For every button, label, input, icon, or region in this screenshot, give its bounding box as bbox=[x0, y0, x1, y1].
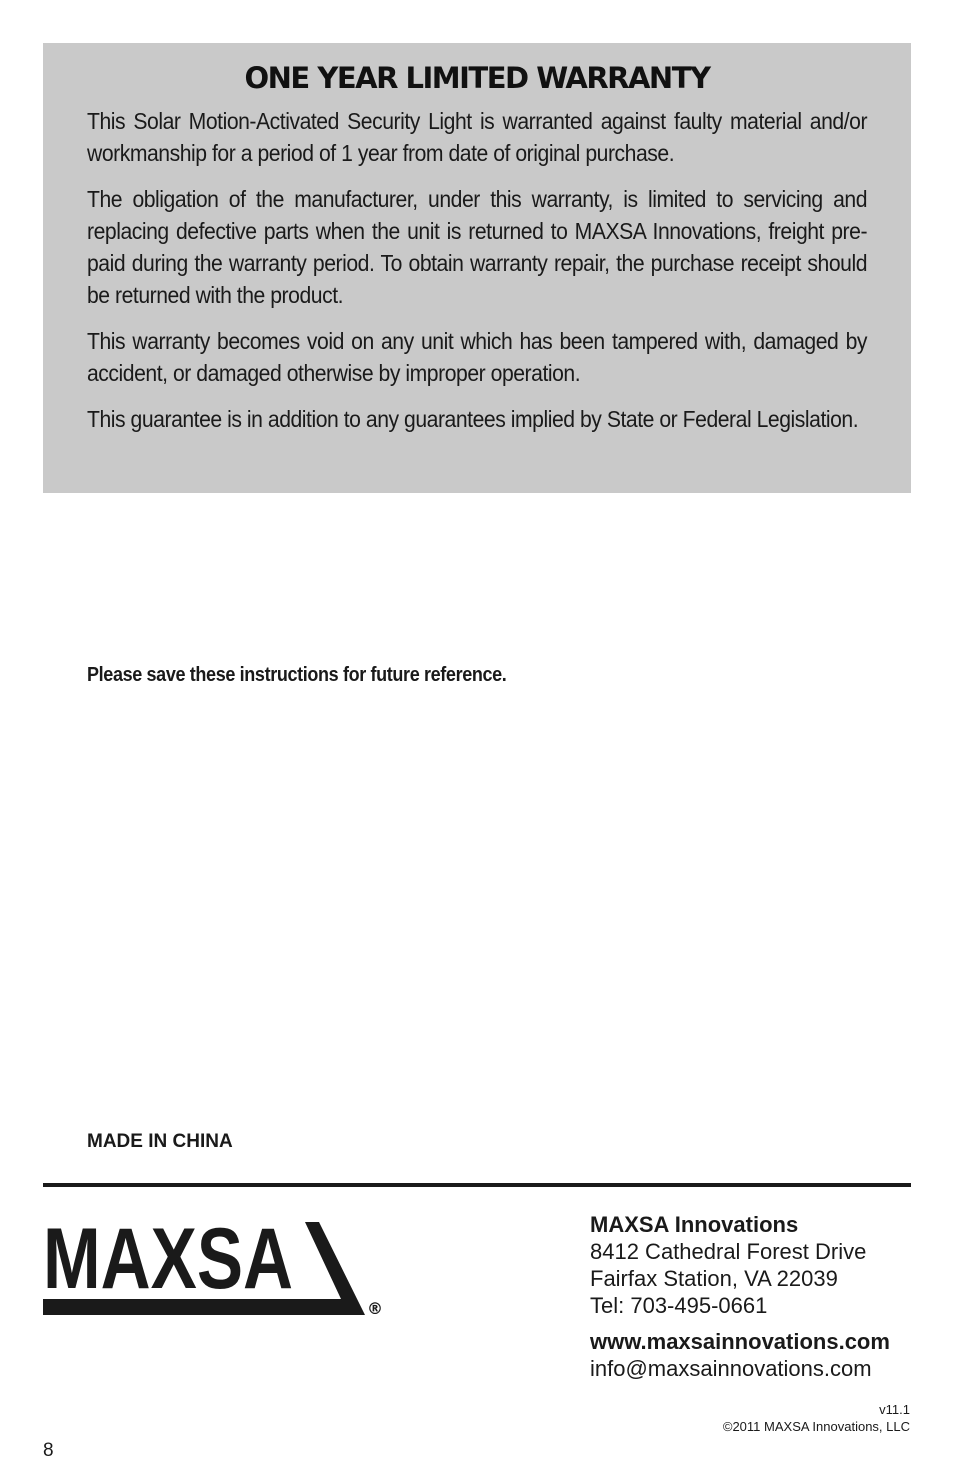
website-link[interactable]: www.maxsainnovations.com bbox=[590, 1329, 890, 1354]
page-number: 8 bbox=[43, 1440, 54, 1461]
warranty-paragraph-obligation: The obligation of the manufacturer, under this warranty, is limited to servicing and replacing defective parts when the unit is returned to MAXSA Innovations, freight pre-paid during the warranty period. To obtain warranty repair, the purchase receipt should be returned with the product. bbox=[87, 186, 868, 308]
made-in-label: MADE IN CHINA bbox=[87, 1131, 233, 1152]
warranty-paragraph-coverage: This Solar Motion-Activated Security Light is warranted against faulty material and/or workmanship for a period of 1 year from date of original purchase. bbox=[87, 108, 868, 166]
email-link[interactable]: info@maxsainnovations.com bbox=[590, 1356, 872, 1381]
warranty-paragraph-void: This warranty becomes void on any unit which has been tampered with, damaged by accident, or damaged otherwise by improper operation. bbox=[87, 328, 868, 386]
phone-number: Tel: 703-495-0661 bbox=[590, 1293, 768, 1318]
save-instructions-note: Please save these instructions for future reference. bbox=[87, 664, 507, 686]
company-name: MAXSA Innovations bbox=[590, 1212, 799, 1237]
maxsa-logo bbox=[43, 1218, 388, 1320]
copyright-label: ©2011 MAXSA Innovations, LLC bbox=[722, 1419, 910, 1434]
registered-mark: ® bbox=[367, 1299, 383, 1318]
contact-block bbox=[590, 1211, 890, 1382]
footer-divider bbox=[43, 1183, 911, 1187]
version-block bbox=[723, 1401, 910, 1435]
warranty-title: ONE YEAR LIMITED WARRANTY bbox=[244, 61, 710, 95]
warranty-paragraph-guarantee: This guarantee is in addition to any guarantees implied by State or Federal Legislation. bbox=[87, 406, 859, 432]
address-line-1: 8412 Cathedral Forest Drive bbox=[590, 1239, 867, 1264]
address-line-2: Fairfax Station, VA 22039 bbox=[590, 1266, 838, 1291]
warranty-box bbox=[43, 43, 911, 493]
version-label: v11.1 bbox=[879, 1402, 910, 1417]
maxsa-logo-text: MAXSA bbox=[43, 1218, 293, 1307]
